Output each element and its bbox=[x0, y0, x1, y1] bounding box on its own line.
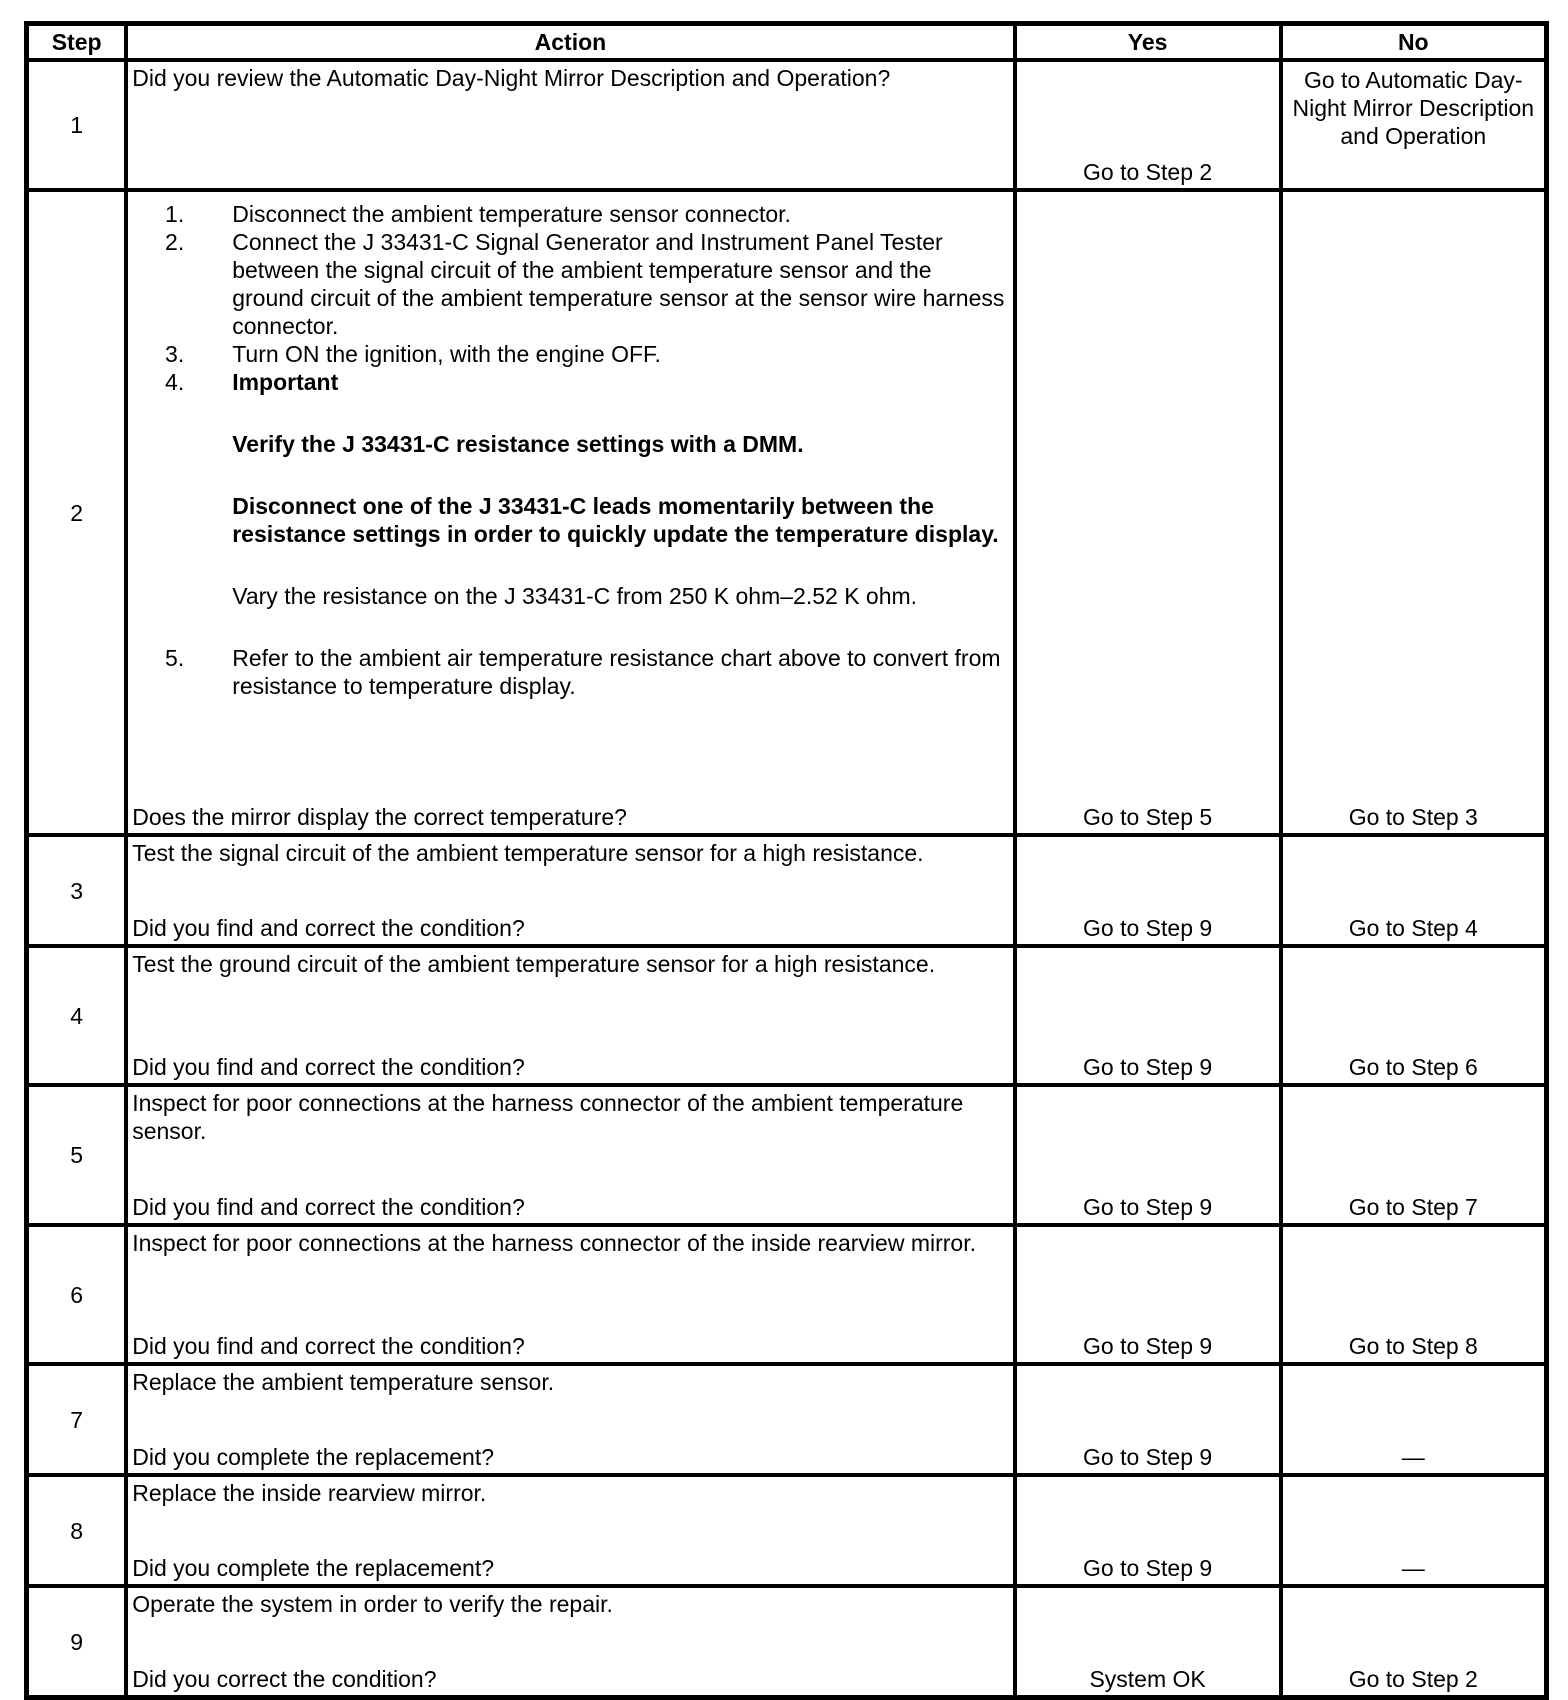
question-text: Did you correct the condition? bbox=[132, 1666, 437, 1692]
diagnostic-table-container bbox=[24, 21, 1549, 1700]
question-text: Does the mirror display the correct temperature? bbox=[132, 804, 627, 830]
step-number: 5 bbox=[27, 1085, 127, 1225]
step-number: 2 bbox=[27, 190, 127, 835]
table-row-step-6 bbox=[27, 1225, 1547, 1364]
action-cell bbox=[126, 1475, 1014, 1586]
yes-cell: Go to Step 9 bbox=[1015, 946, 1281, 1085]
action-cell bbox=[126, 946, 1014, 1085]
yes-cell: Go to Step 5 bbox=[1015, 190, 1281, 835]
no-cell: Go to Step 2 bbox=[1281, 1586, 1547, 1698]
table-row-step-3 bbox=[27, 835, 1547, 946]
question-text: Did you complete the replacement? bbox=[132, 1444, 495, 1470]
action-text: Test the signal circuit of the ambient temperature sensor for a high resistance. bbox=[132, 840, 924, 866]
action-cell bbox=[126, 1364, 1014, 1475]
action-cell bbox=[126, 1225, 1014, 1364]
question-text: Did you find and correct the condition? bbox=[132, 1333, 525, 1359]
no-cell: Go to Step 4 bbox=[1281, 835, 1547, 946]
no-cell: — bbox=[1281, 1475, 1547, 1586]
table-row-step-5 bbox=[27, 1085, 1547, 1225]
step-number: 9 bbox=[27, 1586, 127, 1698]
no-cell: Go to Step 6 bbox=[1281, 946, 1547, 1085]
step-number: 3 bbox=[27, 835, 127, 946]
no-cell: — bbox=[1281, 1364, 1547, 1475]
step-number: 7 bbox=[27, 1364, 127, 1475]
action-cell bbox=[126, 1085, 1014, 1225]
table-row-step-1 bbox=[27, 60, 1547, 190]
header-yes: Yes bbox=[1015, 24, 1281, 61]
table-row-step-9 bbox=[27, 1586, 1547, 1698]
substep: 3. Turn ON the ignition, with the engine OFF. bbox=[165, 341, 661, 367]
important-label: Important bbox=[232, 369, 339, 395]
header-step: Step bbox=[27, 24, 127, 61]
action-text: Operate the system in order to verify the repair. bbox=[132, 1591, 613, 1617]
header-action: Action bbox=[126, 24, 1014, 61]
question-text: Did you complete the replacement? bbox=[132, 1555, 495, 1581]
yes-cell: Go to Step 9 bbox=[1015, 1085, 1281, 1225]
step-number: 4 bbox=[27, 946, 127, 1085]
question-text: Did you find and correct the condition? bbox=[132, 1194, 525, 1220]
no-cell: Go to Automatic Day-Night Mirror Description and Operation bbox=[1281, 60, 1547, 190]
yes-cell: System OK bbox=[1015, 1586, 1281, 1698]
substep: 4. Important bbox=[132, 368, 1006, 396]
table-header-row bbox=[27, 24, 1547, 61]
substep: 1. Disconnect the ambient temperature sensor connector. bbox=[165, 201, 791, 227]
action-text: Replace the inside rearview mirror. bbox=[132, 1480, 487, 1506]
action-cell bbox=[126, 190, 1014, 835]
action-cell bbox=[126, 1586, 1014, 1698]
action-text: Replace the ambient temperature sensor. bbox=[132, 1369, 555, 1395]
no-cell: Go to Step 8 bbox=[1281, 1225, 1547, 1364]
no-cell: Go to Step 7 bbox=[1281, 1085, 1547, 1225]
action-text: Did you review the Automatic Day-Night Mirror Description and Operation? bbox=[132, 65, 891, 91]
vary-resistance-text: Vary the resistance on the J 33431-C from 250 K ohm–2.52 K ohm. bbox=[232, 583, 918, 609]
table-row-step-8 bbox=[27, 1475, 1547, 1586]
substep: 2. Connect the J 33431-C Signal Generator and Instrument Panel Tester between the signal circuit of the ambient temperature sensor and the ground circuit of the ambient temperature sensor at the sensor wire harness connector. bbox=[165, 229, 1005, 339]
important-note-1: Verify the J 33431-C resistance settings with a DMM. bbox=[232, 431, 804, 457]
important-note-2: Disconnect one of the J 33431-C leads momentarily between the resistance settings in order to quickly update the temperature display. bbox=[232, 493, 999, 547]
action-text: Test the ground circuit of the ambient temperature sensor for a high resistance. bbox=[132, 951, 936, 977]
action-cell bbox=[126, 835, 1014, 946]
yes-cell: Go to Step 9 bbox=[1015, 1225, 1281, 1364]
diagnostic-table bbox=[24, 21, 1549, 1700]
yes-cell: Go to Step 2 bbox=[1015, 60, 1281, 190]
table-row-step-2 bbox=[27, 190, 1547, 835]
step-number: 1 bbox=[27, 60, 127, 190]
table-row-step-7 bbox=[27, 1364, 1547, 1475]
question-text: Did you find and correct the condition? bbox=[132, 915, 525, 941]
table-row-step-4 bbox=[27, 946, 1547, 1085]
substep-list bbox=[132, 200, 1006, 700]
action-text: Inspect for poor connections at the harness connector of the inside rearview mirror. bbox=[132, 1230, 976, 1256]
yes-cell: Go to Step 9 bbox=[1015, 835, 1281, 946]
action-text: Inspect for poor connections at the harness connector of the ambient temperature sensor. bbox=[132, 1090, 964, 1144]
yes-cell: Go to Step 9 bbox=[1015, 1475, 1281, 1586]
header-no: No bbox=[1281, 24, 1547, 61]
question-text: Did you find and correct the condition? bbox=[132, 1054, 525, 1080]
step-number: 8 bbox=[27, 1475, 127, 1586]
substep: 5. Refer to the ambient air temperature resistance chart above to convert from resistance to temperature display. bbox=[165, 645, 1001, 699]
yes-cell: Go to Step 9 bbox=[1015, 1364, 1281, 1475]
no-cell: Go to Step 3 bbox=[1281, 190, 1547, 835]
action-cell bbox=[126, 60, 1014, 190]
step-number: 6 bbox=[27, 1225, 127, 1364]
